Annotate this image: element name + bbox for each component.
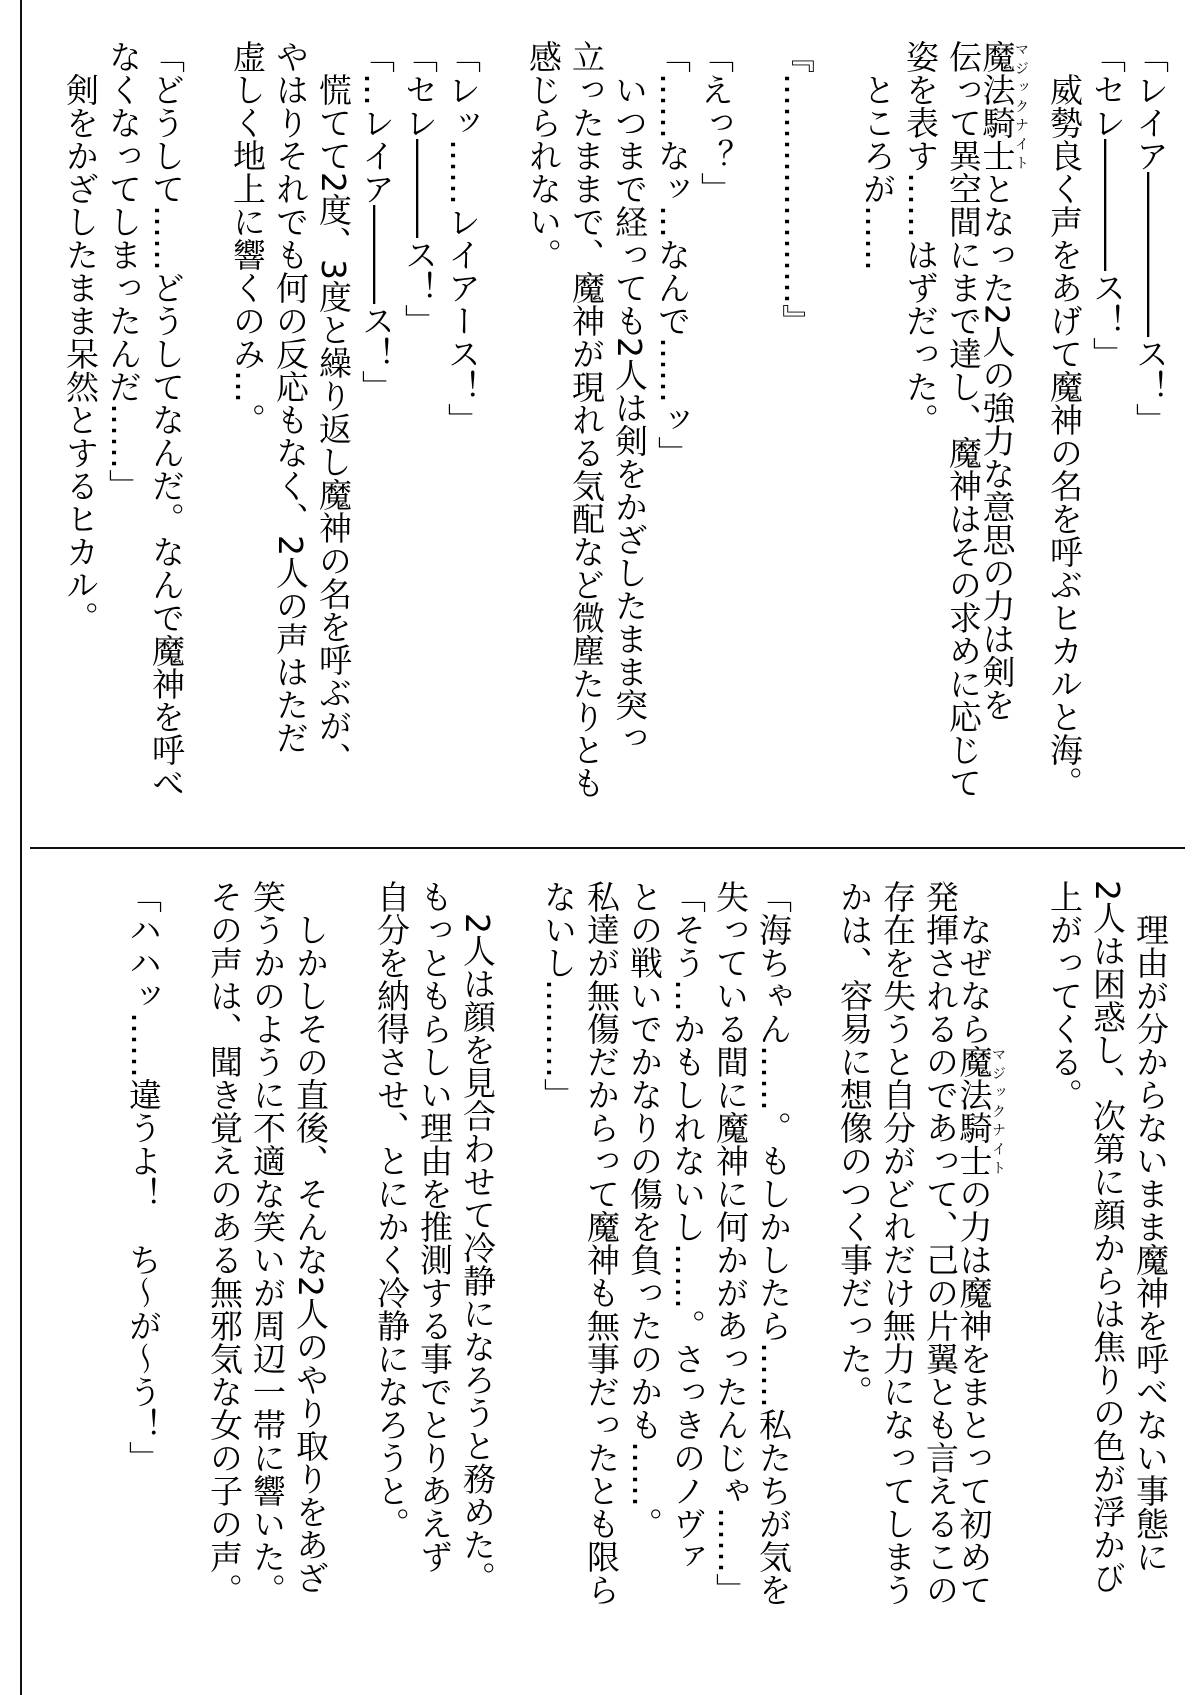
ruby-base: 魔法騎士 bbox=[977, 40, 1017, 172]
blank-line bbox=[484, 40, 522, 840]
text-line: しかしその直後、そんな2人のやり取りをあざ bbox=[291, 880, 330, 1594]
text-line: もっともらしい理由を推測する事でとりあえず bbox=[415, 880, 454, 1573]
top-text-block bbox=[59, 40, 1172, 840]
text-line: 威勢良く声をあげて魔神の名を呼ぶヒカルと海。 bbox=[1045, 40, 1084, 799]
text-line-with-ruby bbox=[977, 40, 1029, 840]
line-text: となった2人の強力な意思の力は剣を bbox=[977, 172, 1017, 721]
text-line: やはりそれでも何の反応もなく、2人の声はただ bbox=[271, 40, 310, 754]
text-line: 存在を失うと自分がどれだけ無力になってしまう bbox=[878, 880, 917, 1606]
text-line: 失っている間に魔神に何かがあったんじゃ……」 bbox=[711, 880, 750, 1606]
ruby-base: 魔法騎士 bbox=[954, 1045, 994, 1177]
text-line: 私達が無傷だからって魔神も無事だったとも限ら bbox=[582, 880, 621, 1606]
text-line: 『…………………』 bbox=[777, 40, 816, 337]
text-line: ところが…… bbox=[858, 40, 897, 271]
text-line: 立ったままで、魔神が現れる気配など微塵たりとも bbox=[567, 40, 606, 799]
blank-line bbox=[499, 880, 537, 1680]
text-line: 2人は困惑し、次第に顔からは焦りの色が浮かび bbox=[1088, 880, 1127, 1594]
text-line: 「セレ―――ス！」 bbox=[400, 40, 439, 337]
blank-line bbox=[737, 40, 775, 840]
text-line: 「えっ？」 bbox=[696, 40, 735, 205]
left-border-rule bbox=[20, 0, 22, 1695]
text-line: 姿を表す……はずだった。 bbox=[901, 40, 940, 436]
text-line: その声は、聞き覚えのある無邪気な女の子の声。 bbox=[205, 880, 244, 1606]
section-divider bbox=[30, 847, 1185, 849]
ruby-reading: マジックナイト bbox=[1013, 40, 1029, 172]
text-line: 笑うかのように不適な笑いが周辺一帯に響いた。 bbox=[248, 880, 287, 1606]
text-line: 上がってくる。 bbox=[1045, 880, 1084, 1111]
text-line: 慌てて2度、3度と繰り返し魔神の名を呼ぶが、 bbox=[314, 40, 353, 775]
text-line: 「セレ――――ス！」 bbox=[1088, 40, 1127, 370]
text-line: いつまで経っても2人は剣をかざしたまま突っ bbox=[610, 40, 649, 754]
text-line: かは、容易に想像のつく事だった。 bbox=[835, 880, 874, 1408]
text-line: 伝って異空間にまで達し、魔神はその求めに応じて bbox=[944, 40, 983, 799]
text-line: 「ハハッ……違うよ！ ち〜が〜う！」 bbox=[124, 880, 163, 1474]
text-line: なくなってしまったんだ……」 bbox=[104, 40, 143, 502]
blank-line bbox=[165, 880, 203, 1680]
text-line: 「どうして……どうしてなんだ。なんで魔神を呼べ bbox=[147, 40, 186, 799]
text-line: との戦いでかなりの傷を負ったのかも……。 bbox=[625, 880, 664, 1540]
text-line: 自分を納得させ、とにかく冷静になろうと。 bbox=[372, 880, 411, 1540]
text-line-with-ruby bbox=[954, 880, 1006, 1680]
blank-line bbox=[188, 40, 226, 840]
text-line: 感じられない。 bbox=[524, 40, 563, 271]
blank-line bbox=[818, 40, 856, 840]
text-line: 剣をかざしたまま呆然とするヒカル。 bbox=[61, 40, 100, 634]
ruby-reading: マジックナイト bbox=[990, 1045, 1006, 1177]
text-line: 発揮されるのであって、己の片翼とも言えるこの bbox=[921, 880, 960, 1606]
text-line: 「…レイア―――ス！」 bbox=[357, 40, 396, 403]
text-line: 「レッ……レイアース！」 bbox=[443, 40, 482, 436]
blank-line bbox=[795, 880, 833, 1680]
blank-line bbox=[332, 880, 370, 1680]
bottom-text-block bbox=[122, 880, 1172, 1680]
line-text: なぜなら bbox=[954, 880, 994, 1045]
text-line: 「……なッ…なんで……ッ」 bbox=[653, 40, 692, 469]
line-text: の力は魔神をまとって初めて bbox=[954, 1177, 994, 1606]
text-line: 虚しく地上に響くのみ…。 bbox=[228, 40, 267, 436]
text-line: ないし………」 bbox=[539, 880, 578, 1111]
text-line: 2人は顔を見合わせて冷静になろうと務めた。 bbox=[458, 880, 497, 1594]
blank-line bbox=[1005, 880, 1043, 1680]
text-line: 理由が分からないまま魔神を呼べない事態に bbox=[1131, 880, 1170, 1573]
text-line: 「そう…かもしれないし……。さっきのノヴァ bbox=[668, 880, 707, 1573]
text-line: 「レイア―――――ス！」 bbox=[1131, 40, 1170, 436]
text-line: 「海ちゃん……。もしかしたら……私たちが気を bbox=[754, 880, 793, 1606]
